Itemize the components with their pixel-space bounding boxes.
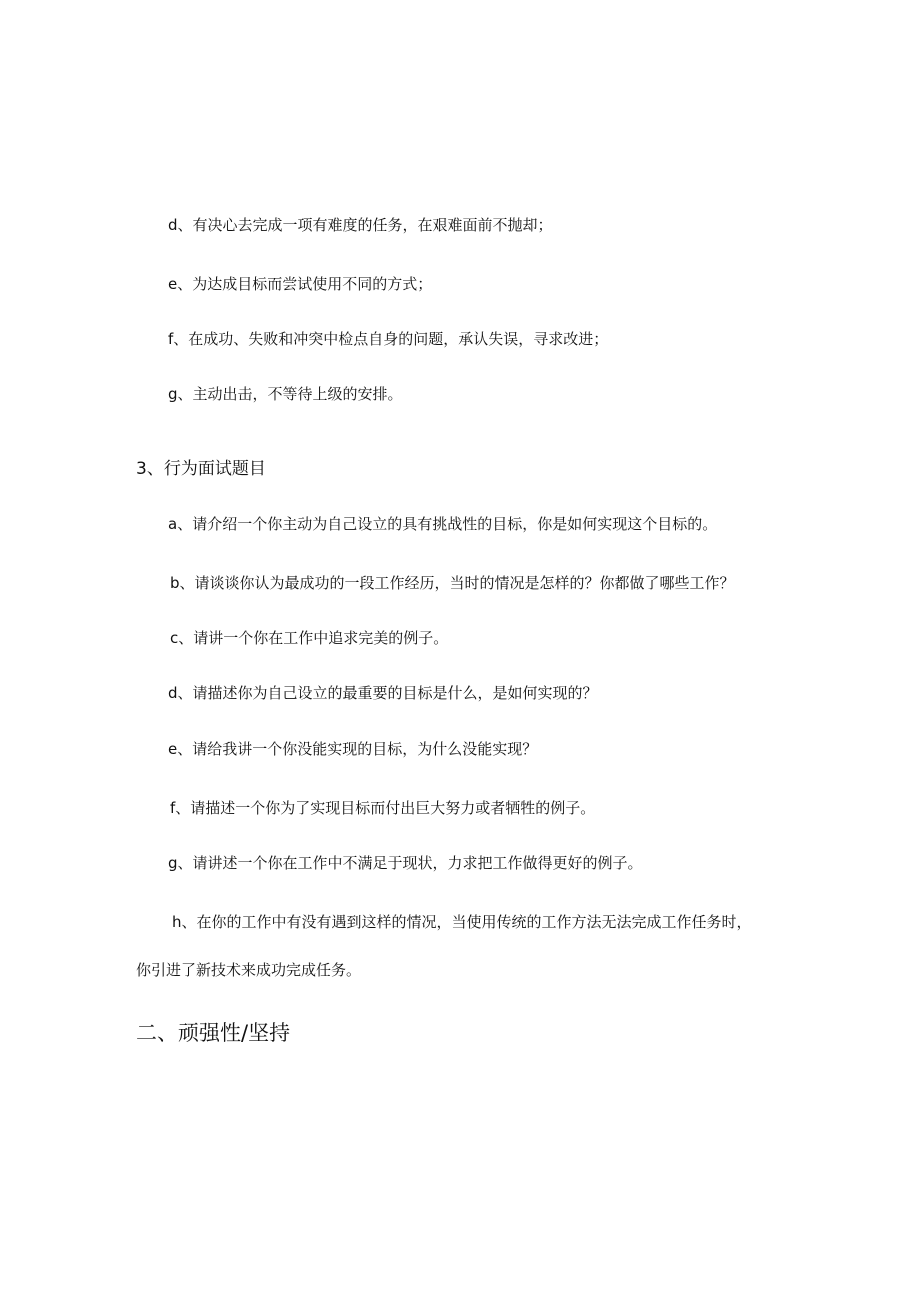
question-g: g、请讲述一个你在工作中不满足于现状，力求把工作做得更好的例子。 — [168, 854, 643, 872]
question-a: a、请介绍一个你主动为自己设立的具有挑战性的目标，你是如何实现这个目标的。 — [168, 515, 718, 533]
question-b: b、请谈谈你认为最成功的一段工作经历，当时的情况是怎样的？你都做了哪些工作？ — [170, 574, 735, 592]
section-two-heading: 二、顽强性/坚持 — [136, 1021, 291, 1045]
question-h-line-2: 你引进了新技术来成功完成任务。 — [136, 961, 362, 979]
question-d: d、请描述你为自己设立的最重要的目标是什么，是如何实现的？ — [168, 684, 598, 702]
list-item-f: f、在成功、失败和冲突中检点自身的问题，承认失误，寻求改进； — [168, 330, 609, 348]
section-3-heading: 3、行为面试题目 — [136, 459, 266, 479]
question-f: f、请描述一个你为了实现目标而付出巨大努力或者牺牲的例子。 — [170, 799, 596, 817]
list-item-d: d、有决心去完成一项有难度的任务，在艰难面前不抛却； — [168, 216, 553, 234]
question-e: e、请给我讲一个你没能实现的目标，为什么没能实现？ — [168, 740, 538, 758]
question-c: c、请讲一个你在工作中追求完美的例子。 — [170, 629, 449, 647]
list-item-e: e、为达成目标而尝试使用不同的方式； — [168, 275, 433, 293]
question-h-line-1: h、在你的工作中有没有遇到这样的情况，当使用传统的工作方法无法完成工作任务时， — [172, 913, 752, 931]
list-item-g: g、主动出击，不等待上级的安排。 — [168, 385, 403, 403]
